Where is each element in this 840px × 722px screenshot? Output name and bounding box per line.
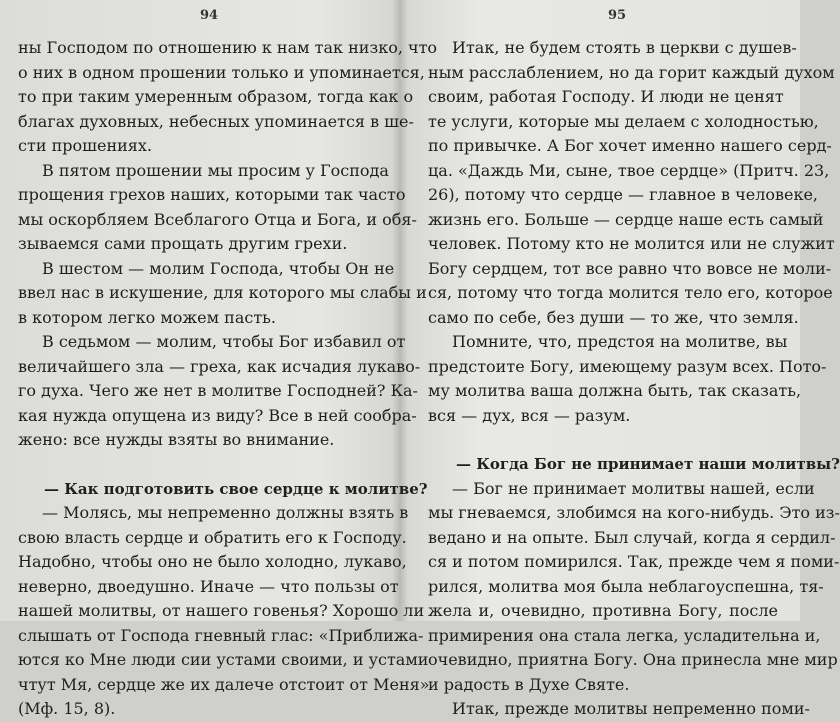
text-line: кая нужда опущена из виду? Все в ней сообра- [18,405,417,425]
text-line: слышать от Господа гневный глас: «Приближа- [18,625,424,645]
text-line: му молитва ваша должна быть, так сказать, [428,381,802,400]
text-line: чтут Мя, сердце же их далече отстоит от Меня» [18,674,430,694]
text-line: неверно, двоедушно. Иначе — что пользы от [18,576,399,596]
paragraph-last-line: зываемся сами прощать другим грехи. [18,234,348,253]
text-line: ются ко Мне люди сии устами своими, и устами [18,650,429,669]
paragraph-first-line: — Бог не принимает молитвы нашей, если [452,478,815,498]
text-line: свою власть сердце и обратить его к Господу. [18,527,407,547]
paragraph-first-line: Итак, прежде молитвы непременно поми- [452,699,810,718]
page-text [428,36,840,722]
page-number: 95 [608,8,627,23]
text-line: человек. Потому кто не молится или не служит [428,234,835,253]
text-line: Надобно, чтобы оно не было холодно, лукаво, [18,552,407,571]
text-line: предстоите Богу, имеющему разум всех. Пото- [428,356,827,376]
text-line: величайшего зла — греха, как исчадия лукаво- [18,356,421,376]
text-line: мы гневаемся, злобимся на кого-нибудь. Это из- [428,503,840,522]
page-number: 94 [200,8,219,23]
right-page [400,0,840,718]
text-line: ся, потому что тогда молится тело его, которое [428,283,833,302]
text-line: Богу сердцем, тот все равно что вовсе не моли- [428,258,832,278]
text-line: 26), потому что сердце — главное в человеке, [428,185,819,204]
text-line: о них в одном прошении только и упоминается, [18,62,425,82]
text-line: благах духовных, небесных упоминается в ше- [18,111,414,131]
spacer [428,428,778,452]
text-line: жела и, очевидно, противна Богу, после [428,601,778,620]
paragraph-first-line: — Молясь, мы непременно должны взять в [42,503,409,522]
text-line: рился, молитва моя была неблагоуспешна, тя- [428,576,824,596]
text-line: ся и потом помирился. Так, прежде чем я поми- [428,552,840,571]
text-line: то при таким умеренным образом, тогда как о [18,87,414,106]
paragraph-last-line: само по себе, без души — то же, что земля. [428,307,799,327]
paragraph-last-line: жено: все нужды взяты во внимание. [18,430,335,449]
text-line: прощения грехов наших, которыми так часто [18,185,406,204]
text-line: своим, работая Господу. И люди не ценят [428,87,784,106]
text-line: го духа. Чего же нет в молитве Господней? Ка- [18,381,418,400]
paragraph-last-line: и радость в Духе Святе. [428,674,630,694]
text-line: примирения она стала легка, усладительна и, [428,625,821,645]
page-text [18,36,438,722]
section-heading: — Когда Бог не принимает наши молитвы? [456,455,840,473]
text-line: мы оскорбляем Всеблагого Отца и Бога, и обя- [18,209,417,229]
paragraph-first-line: В шестом — молим Господа, чтобы Он не [42,258,395,278]
paragraph-last-line: (Мф. 15, 8). [18,699,116,718]
section-heading: — Как подготовить свое сердце к молитве? [44,479,428,498]
paragraph-first-line: Помните, что, предстоя на молитве, вы [452,332,788,351]
text-line: ведано и на опыте. Был случай, когда я сердил- [428,527,836,547]
text-line: жизнь его. Больше — сердце наше есть самый [428,209,824,229]
text-line: ввел нас в искушение, для которого мы слабы и [18,283,427,302]
text-line: очевидно, приятна Богу. Она принесла мне мир [428,650,838,669]
text-line: те услуги, которые мы делаем с холодностью, [428,111,819,131]
paragraph-first-line: В пятом прошении мы просим у Господа [42,160,389,180]
paragraph-last-line: вся — дух, вся — разум. [428,405,631,425]
text-line: ным расслаблением, но да горит каждый духом [428,62,835,82]
paragraph-first-line: В седьмом — молим, чтобы Бог избавил от [42,332,406,351]
spacer [18,453,388,477]
paragraph-last-line: сти прошениях. [18,136,152,155]
text-line: ны Господом по отношению к нам так низко, что [18,38,438,57]
paragraph-first-line: Итак, не будем стоять в церкви с душев- [452,38,797,57]
paragraph-last-line: в котором легко можем пасть. [18,307,276,327]
text-line: нашей молитвы, от нашего говенья? Хорошо ли [18,601,425,620]
text-line: по привычке. А Бог хочет именно нашего серд- [428,136,832,155]
text-line: ца. «Даждь Ми, сыне, твое сердце» (Притч. 23, [428,160,830,180]
